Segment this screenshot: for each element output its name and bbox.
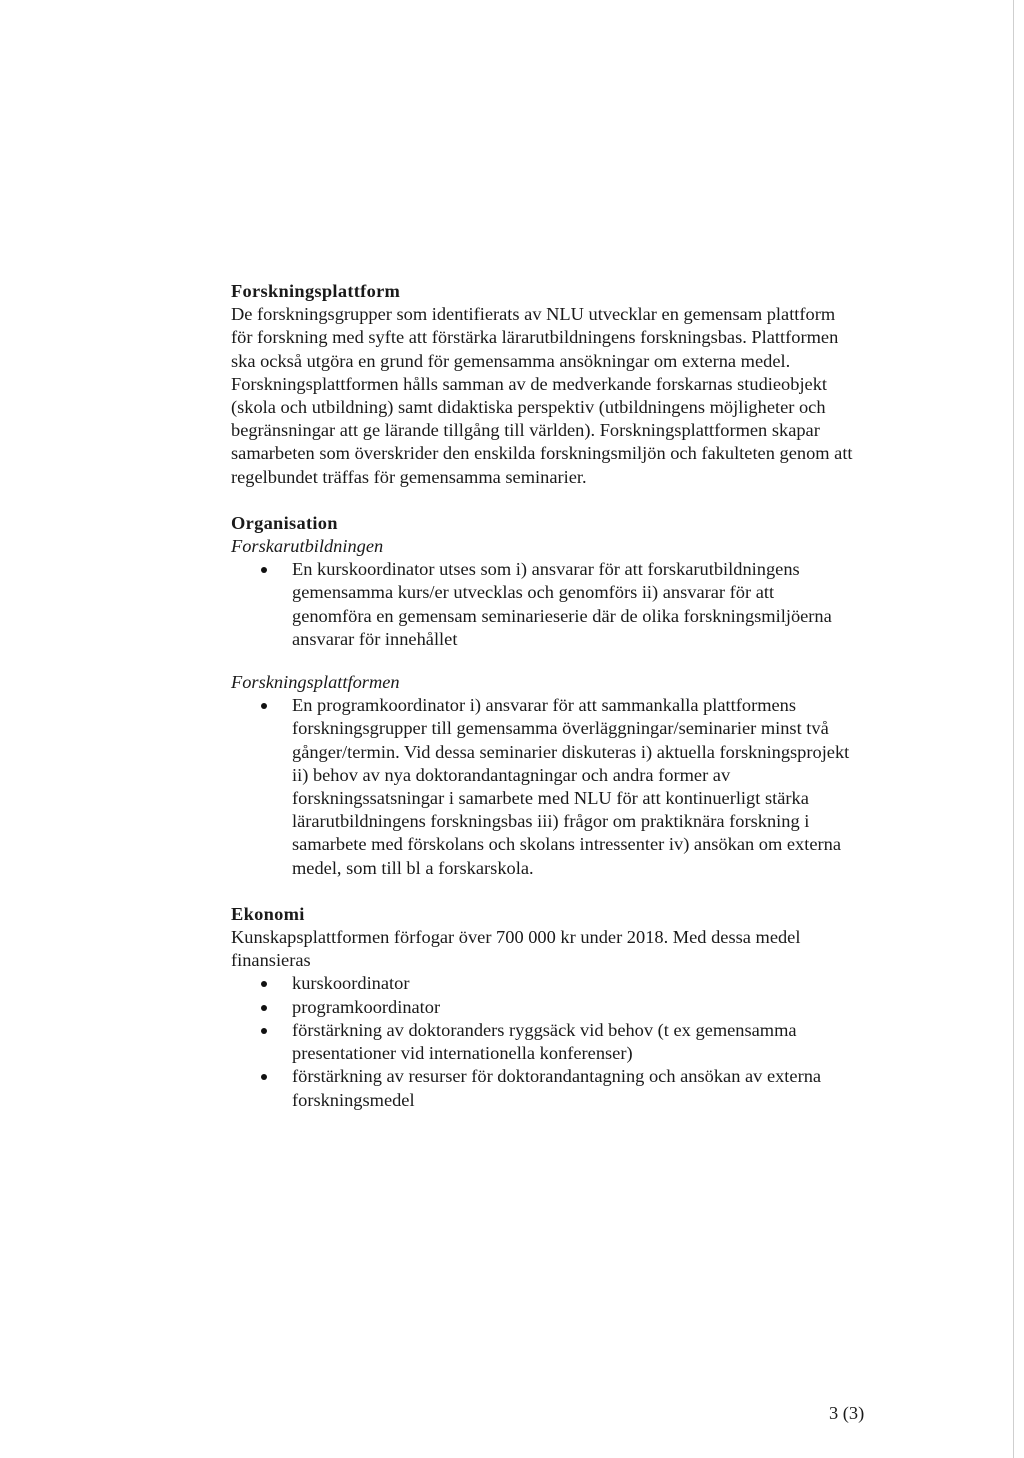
list-item-line: En kurskoordinator utses som i) ansvarar för att forskarutbildningens (292, 559, 800, 580)
paragraph-line: ska också utgöra en grund för gemensamma ansökningar om externa medel. (231, 350, 791, 371)
section-organisation (231, 512, 871, 880)
paragraph-line: De forskningsgrupper som identifierats av NLU utvecklar en gemensam plattform (231, 304, 836, 325)
paragraph-line: begränsningar att ge lärande tillgång till världen). Forskningsplattformen skapar (231, 420, 820, 441)
section-ekonomi (231, 903, 871, 1112)
paragraph-line: samarbeten som överskrider den enskilda forskningsmiljön och fakulteten genom att (231, 443, 853, 464)
list-item (231, 694, 871, 880)
list-item-line: förstärkning av doktoranders ryggsäck vid behov (t ex gemensamma (292, 1019, 797, 1040)
document-body (231, 280, 871, 1112)
list-item-line: samarbete med förskolans och skolans intressenter iv) ansökan om externa (292, 834, 841, 855)
paragraph-line: Kunskapsplattformen förfogar över 700 000 kr under 2018. Med dessa medel (231, 927, 801, 948)
list-item-line: genomföra en gemensam seminarieserie där de olika forskningsmiljöerna (292, 605, 832, 626)
page-number: 3 (3) (829, 1403, 865, 1423)
page-edge-line (1013, 0, 1014, 1458)
bullet-list (231, 694, 871, 880)
list-item (231, 996, 871, 1019)
subsection-title: Forskningsplattformen (231, 672, 400, 693)
section-heading: Ekonomi (231, 903, 305, 924)
paragraph-line: (skola och utbildning) samt didaktiska perspektiv (utbildningens möjligheter och (231, 397, 826, 418)
section-forskningsplattform (231, 280, 871, 489)
list-item-line: gånger/termin. Vid dessa seminarier diskuteras i) aktuella forskningsprojekt (292, 741, 850, 762)
list-item-line: förstärkning av resurser för doktorandantagning och ansökan av externa (292, 1066, 822, 1087)
list-item-line: En programkoordinator i) ansvarar för att sammankalla plattformens (292, 695, 797, 716)
list-item (231, 972, 871, 995)
list-item-line: forskningsmedel (292, 1089, 415, 1110)
list-item-line: presentationer vid internationella konferenser) (292, 1043, 633, 1064)
bullet-list (231, 558, 871, 651)
list-item-line: programkoordinator (292, 996, 441, 1017)
list-item-line: forskningssatsningar i samarbete med NLU för att kontinuerligt stärka (292, 788, 809, 809)
section-heading: Organisation (231, 512, 338, 533)
paragraph-line: Forskningsplattformen hålls samman av de medverkande forskarnas studieobjekt (231, 373, 828, 394)
paragraph-line: finansieras (231, 950, 311, 971)
list-item-line: ii) behov av nya doktorandantagningar och andra former av (292, 764, 731, 785)
list-item (231, 1065, 871, 1111)
paragraph-line: för forskning med syfte att förstärka lärarutbildningens forskningsbas. Plattformen (231, 327, 839, 348)
paragraph-line: regelbundet träffas för gemensamma seminarier. (231, 466, 587, 487)
list-item (231, 1019, 871, 1065)
list-item (231, 558, 871, 651)
list-item-line: medel, som till bl a forskarskola. (292, 857, 534, 878)
list-item-line: gemensamma kurs/er utvecklas och genomförs ii) ansvarar för att (292, 582, 775, 603)
list-item-line: lärarutbildningens forskningsbas iii) frågor om praktiknära forskning i (292, 811, 810, 832)
subsection-title: Forskarutbildningen (231, 536, 384, 557)
list-item-line: ansvarar för innehållet (292, 628, 458, 649)
list-item-line: forskningsgrupper till gemensamma överläggningar/seminarier minst två (292, 718, 829, 739)
list-item-line: kurskoordinator (292, 973, 410, 994)
bullet-list (231, 972, 871, 1111)
section-heading: Forskningsplattform (231, 281, 401, 301)
